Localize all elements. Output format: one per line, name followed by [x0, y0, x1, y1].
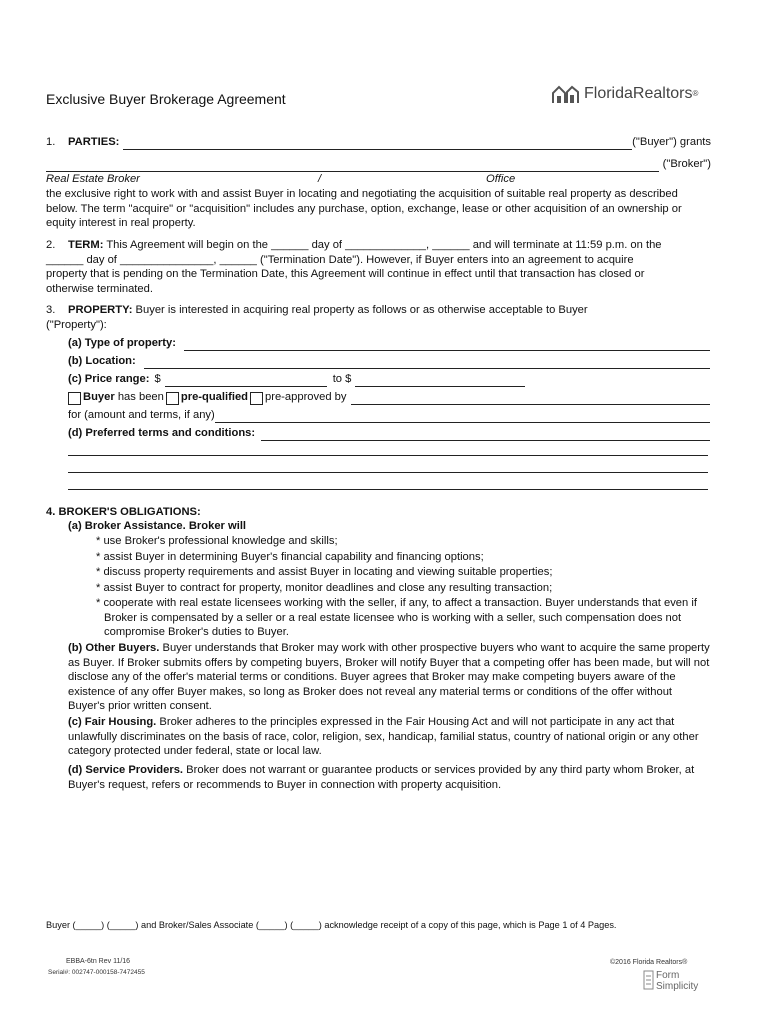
property-num: 3.	[46, 304, 56, 316]
form-simplicity-logo	[643, 970, 698, 992]
terms-label: (d) Preferred terms and conditions:	[68, 427, 256, 439]
serial-number: Serial#: 002747-000158-7472455	[48, 969, 145, 976]
location-field[interactable]	[144, 357, 710, 369]
page-title: Exclusive Buyer Brokerage Agreement	[46, 91, 286, 107]
logo-reg: ®	[692, 88, 699, 98]
prequalified-checkbox[interactable]	[166, 392, 179, 405]
terms-line-1[interactable]	[68, 455, 708, 456]
prequal-row	[68, 390, 710, 405]
term-line-4: otherwise terminated.	[46, 282, 153, 295]
assistance-bullets	[94, 534, 714, 640]
property-section	[46, 303, 711, 332]
term-section	[46, 238, 711, 296]
bullet-1: * use Broker's professional knowledge and skills;	[96, 535, 338, 547]
property-text-2: ("Property"):	[46, 318, 107, 331]
prequal-buyer: Buyer	[83, 391, 115, 403]
preapproved-checkbox[interactable]	[250, 392, 263, 405]
term-label: TERM:	[68, 239, 104, 251]
bullet-3: * discuss property requirements and assist Buyer in locating and viewing suitable properties;	[96, 566, 553, 578]
service-providers-para	[68, 763, 710, 792]
type-label: (a) Type of property:	[68, 337, 176, 349]
price-label: (c) Price range:	[68, 373, 150, 385]
has-been: has been	[117, 391, 164, 403]
form-simplicity-2: Simplicity	[656, 981, 699, 992]
amount-label: for (amount and terms, if any)	[68, 409, 215, 421]
term-line-3: property that is pending on the Termination Date, this Agreement will continue in effect until that transaction has closed or	[46, 268, 645, 280]
terms-field[interactable]	[261, 429, 710, 441]
fair-housing-para	[68, 715, 710, 759]
price-row	[68, 372, 710, 387]
terms-row	[68, 426, 710, 441]
form-simplicity-1: Form	[656, 970, 680, 981]
reb-label: Real Estate Broker	[46, 173, 140, 185]
broker-tag: ("Broker")	[662, 158, 711, 170]
buyer-checkbox[interactable]	[68, 392, 81, 405]
term-line-2: ______ day of _______________, ______ ("Termination Date"). However, if Buyer enters into an agreement to acquire	[46, 253, 634, 266]
fair-housing-text: Broker adheres to the principles expressed in the Fair Housing Act and will not participate in any act that unlawfully discriminates on the basis of race, color, religion, sex, handicap, familial status, country of national origin or any other category protected under federal, state or local law.	[68, 716, 699, 757]
terms-line-3[interactable]	[68, 489, 708, 490]
service-providers-head: (d) Service Providers.	[68, 764, 184, 776]
price-max-field[interactable]	[355, 375, 525, 387]
bullet-2: * assist Buyer in determining Buyer's financial capability and financing options;	[96, 550, 484, 563]
location-row	[68, 354, 710, 369]
buyer-name-field[interactable]	[123, 138, 632, 150]
term-num: 2.	[46, 239, 56, 251]
property-label: PROPERTY:	[68, 304, 133, 316]
amount-row	[68, 408, 710, 423]
type-field[interactable]	[184, 339, 710, 351]
form-code: EBBA-6tn Rev 11/16	[66, 958, 131, 965]
office-label: Office	[486, 173, 516, 185]
florida-realtors-logo	[551, 84, 698, 104]
bullet-5: * cooperate with real estate licensees working with the seller, if any, to affect a transaction. Buyer understands that even if Broker is compensated by a seller or a real estate licensee who is working with a seller, such compensation does not compromise Broker's duties to Buyer.	[96, 597, 697, 638]
prequal-label: pre-qualified	[180, 391, 249, 403]
service-providers-text: Broker does not warrant or guarantee products or services provided by any third party whom Broker, at Buyer's request, refers or recommends to Buyer in connection with property acquisition.	[68, 764, 695, 791]
logo-text-florida: Florida	[584, 84, 633, 102]
slash: /	[318, 173, 322, 185]
obligations-heading: 4. BROKER'S OBLIGATIONS:	[46, 506, 201, 518]
price-dollar: $	[154, 373, 161, 385]
parties-row-1	[46, 135, 711, 150]
logo-text-realtors: Realtors	[632, 84, 693, 102]
preapproved-field[interactable]	[351, 393, 711, 405]
parties-label: PARTIES:	[68, 136, 120, 148]
other-buyers-head: (b) Other Buyers.	[68, 642, 160, 654]
acknowledgement: Buyer (_____) (_____) and Broker/Sales Associate (_____) (_____) acknowledge receipt of a copy of this page, which is Page 1 of 4 Pages.	[46, 920, 617, 930]
amount-field[interactable]	[215, 411, 710, 423]
terms-line-2[interactable]	[68, 472, 708, 473]
house-icon	[551, 84, 581, 104]
price-to: to $	[332, 373, 352, 385]
copyright: ©2016 Florida Realtors®	[610, 959, 688, 966]
parties-num: 1.	[46, 136, 56, 148]
buyer-tag: ("Buyer") grants	[632, 136, 711, 148]
fair-housing-head: (c) Fair Housing.	[68, 716, 157, 728]
document-icon	[643, 970, 654, 990]
bullet-4: * assist Buyer to contract for property, monitor deadlines and close any resulting transaction;	[96, 581, 553, 594]
location-label: (b) Location:	[68, 355, 136, 367]
parties-text: the exclusive right to work with and assist Buyer in locating and negotiating the acquisition of suitable real property as described below. The term "acquire" or "acquisition" includes any purchase, option, exchange, lease or other acquisition of an ownership or equity interest in real property.	[46, 188, 682, 229]
property-text-1: Buyer is interested in acquiring real property as follows or as otherwise acceptable to Buyer	[135, 304, 588, 316]
assistance-heading: (a) Broker Assistance. Broker will	[68, 520, 247, 532]
other-buyers-text: Buyer understands that Broker may work with other prospective buyers who want to acquire the same property as Buyer. If Broker submits offers by competing buyers, Broker will notify Buyer that a competing offer has been made, but will not disclose any of the offer's material terms or conditions. Buyer agrees that Broker may make competing buyers aware of the existence of any offer Buyer makes, so long as Broker does not reveal any material terms or conditions of the offer without Buyer's prior written consent.	[68, 642, 710, 712]
type-row	[68, 336, 710, 351]
parties-row-2	[46, 157, 711, 172]
other-buyers-para	[68, 641, 710, 714]
preapproved-label: pre-approved by	[265, 391, 347, 403]
term-line-1: This Agreement will begin on the ______ day of _____________, ______ and will terminate at 11:59 p.m. on the	[106, 239, 662, 251]
price-min-field[interactable]	[165, 375, 327, 387]
broker-name-field[interactable]	[46, 160, 659, 172]
